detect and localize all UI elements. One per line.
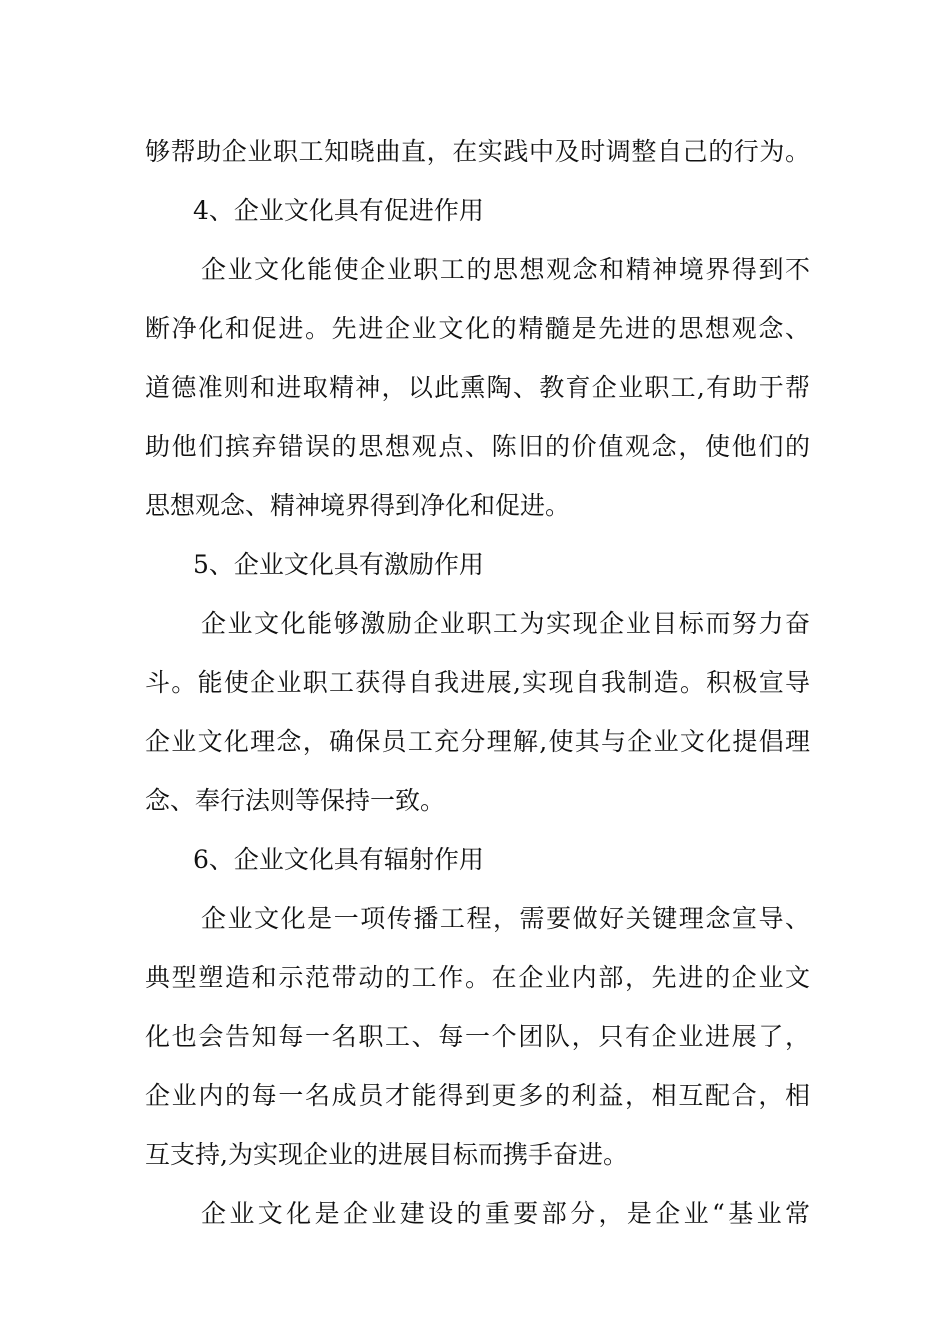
paragraph-last-line: 互支持,为实现企业的进展目标而携手奋进。	[145, 1140, 628, 1169]
text-line: 化也会告知每一名职工、每一个团队，只有企业进展了，	[145, 1022, 810, 1051]
paragraph-last-line: 思想观念、精神境界得到净化和促进。	[145, 491, 571, 520]
text-line: 企业文化理念，确保员工充分理解,使其与企业文化提倡理	[145, 727, 810, 756]
text-line: 断净化和促进。先进企业文化的精髓是先进的思想观念、	[145, 314, 810, 343]
section-heading: 6、企业文化具有辐射作用	[193, 845, 484, 874]
text-line: 道德准则和进取精神，以此熏陶、教育企业职工,有助于帮	[145, 373, 810, 402]
paragraph-first-line: 企业文化能够激励企业职工为实现企业目标而努力奋	[201, 609, 810, 638]
section-heading: 4、企业文化具有促进作用	[193, 196, 484, 225]
document-body	[145, 122, 810, 1243]
paragraph-first-line: 企业文化是一项传播工程，需要做好关键理念宣导、	[201, 904, 810, 933]
text-line: 助他们摈弃错误的思想观点、陈旧的价值观念，使他们的	[145, 432, 810, 461]
paragraph-last-line: 念、奉行法则等保持一致。	[145, 786, 446, 815]
text-line: 典型塑造和示范带动的工作。在企业内部，先进的企业文	[145, 963, 810, 992]
section-heading: 5、企业文化具有激励作用	[193, 550, 484, 579]
paragraph-first-line: 企业文化能使企业职工的思想观念和精神境界得到不	[201, 255, 810, 284]
paragraph-first-line: 企业文化是企业建设的重要部分，是企业“基业常	[201, 1199, 810, 1228]
text-line: 企业内的每一名成员才能得到更多的利益，相互配合，相	[145, 1081, 810, 1110]
text-line: 够帮助企业职工知晓曲直，在实践中及时调整自己的行为。	[145, 137, 810, 166]
text-line: 斗。能使企业职工获得自我进展,实现自我制造。积极宣导	[145, 668, 810, 697]
